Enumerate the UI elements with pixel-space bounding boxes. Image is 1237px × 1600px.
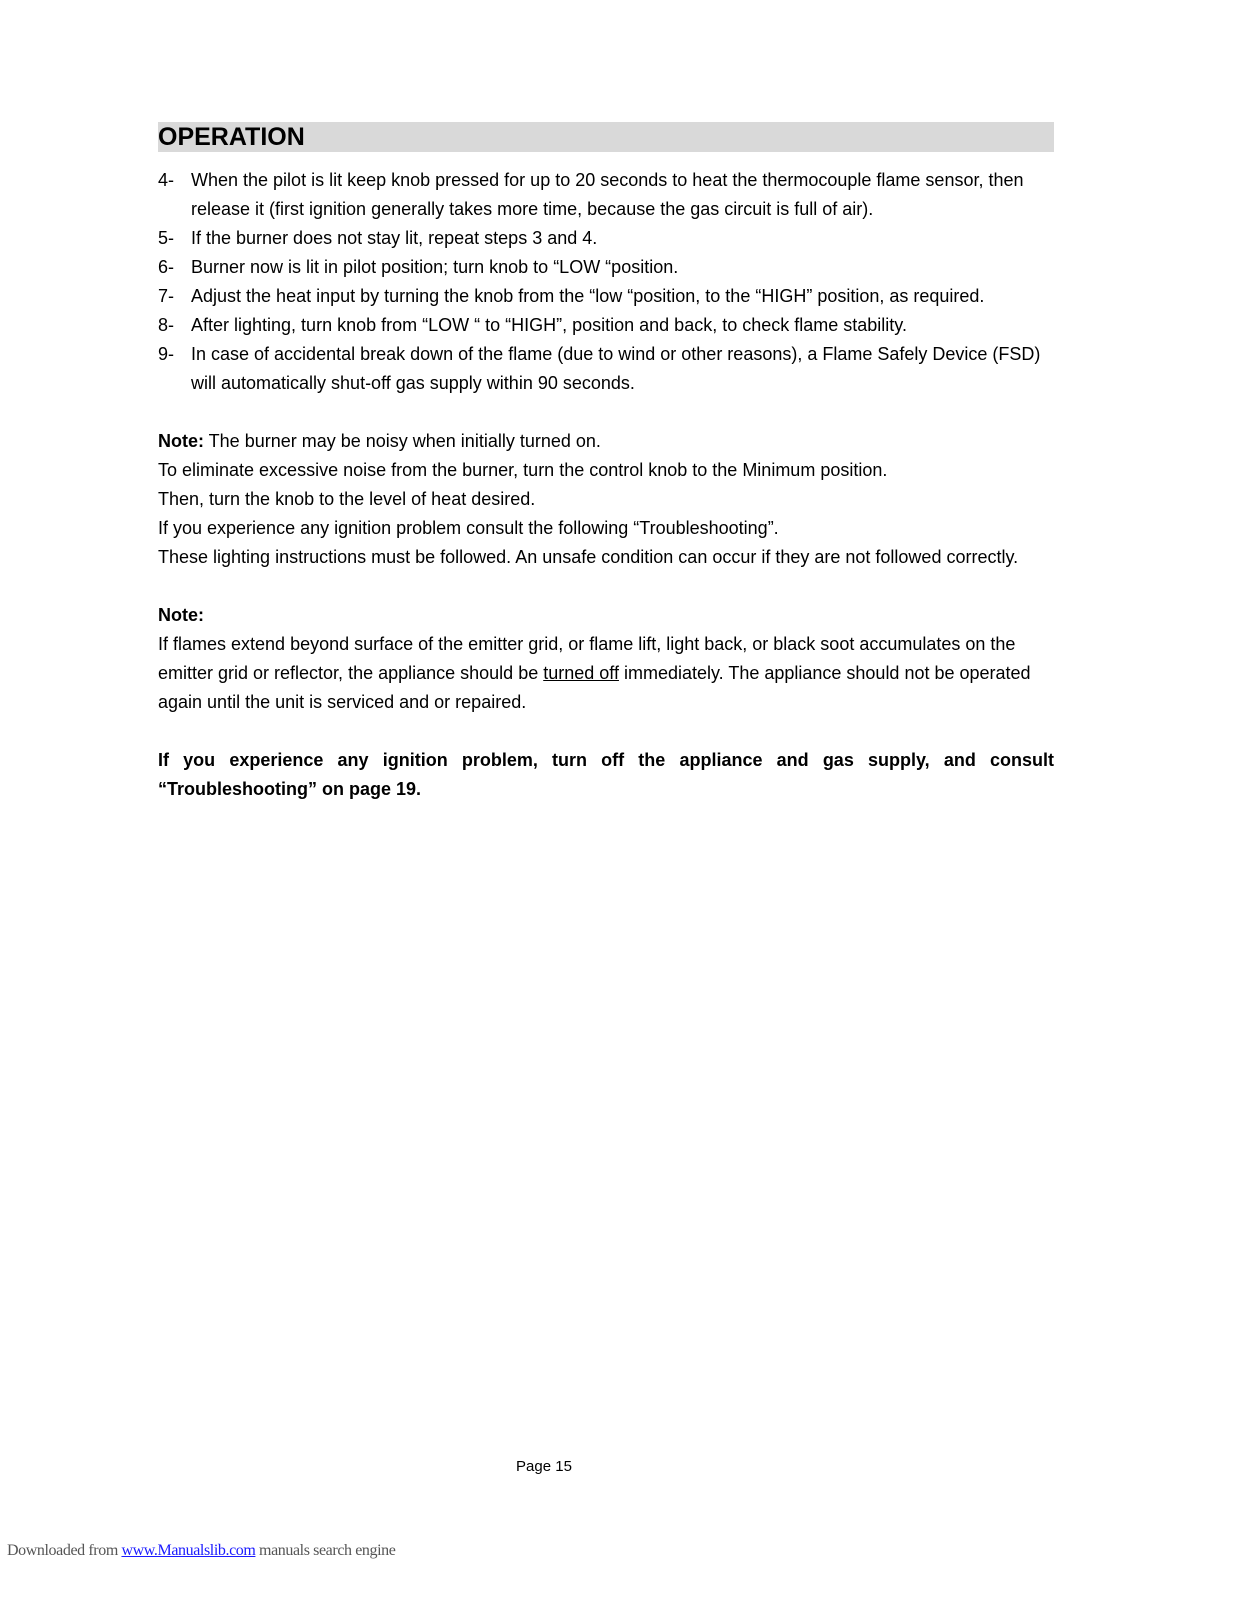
- note-line: These lighting instructions must be followed. An unsafe condition can occur if they are not followed correctly.: [158, 547, 1019, 567]
- step-text: In case of accidental break down of the flame (due to wind or other reasons), a Flame Safely Device (FSD) will automatically shut-off gas supply within 90 seconds.: [191, 344, 1041, 393]
- underlined-text: turned off: [543, 663, 619, 683]
- step-number: 8-: [158, 315, 175, 335]
- list-item: [158, 166, 1062, 224]
- steps-list: [158, 166, 1062, 398]
- note-text: The burner may be noisy when initially turned on.: [204, 431, 601, 451]
- footer-suffix: manuals search engine: [255, 1542, 396, 1559]
- download-footer: [7, 1541, 395, 1561]
- list-item: [158, 282, 1062, 311]
- section-header: [158, 122, 1054, 152]
- spacer: [158, 717, 1062, 746]
- spacer: [158, 398, 1062, 427]
- page-content: [158, 166, 1062, 804]
- list-item: [158, 311, 1062, 340]
- note-text: If flames extend beyond surface of the emitter grid, or flame lift, light back, or black soot accumulates on the emitter grid or reflector, the appliance should be: [158, 634, 1016, 683]
- note-noise-first-line: [158, 427, 1062, 456]
- note-label: Note:: [158, 431, 204, 451]
- note-label: Note:: [158, 605, 204, 625]
- step-text: When the pilot is lit keep knob pressed for up to 20 seconds to heat the thermocouple flame sensor, then release it (first ignition generally takes more time, because the gas circuit is full of air).: [191, 170, 1024, 219]
- list-item: [158, 224, 1062, 253]
- step-number: 9-: [158, 344, 175, 364]
- ignition-warning: If you experience any ignition problem, turn off the appliance and gas supply, and consult “Troubleshooting” on page 19.: [158, 750, 1054, 799]
- page-number: Page 15: [516, 1458, 572, 1475]
- step-number: 7-: [158, 286, 175, 306]
- note-line: Then, turn the knob to the level of heat desired.: [158, 489, 536, 509]
- step-text: Burner now is lit in pilot position; turn knob to “LOW “position.: [191, 257, 679, 277]
- list-item: [158, 253, 1062, 282]
- section-title: OPERATION: [158, 123, 305, 151]
- note-text: immediately. The appliance should not be operated again until the unit is serviced and or repaired.: [158, 663, 1031, 712]
- manualslib-link[interactable]: www.Manualslib.com: [121, 1542, 256, 1559]
- note-line: If you experience any ignition problem consult the following “Troubleshooting”.: [158, 518, 779, 538]
- note-line: To eliminate excessive noise from the burner, turn the control knob to the Minimum position.: [158, 460, 888, 480]
- step-number: 4-: [158, 170, 175, 190]
- step-number: 6-: [158, 257, 175, 277]
- spacer: [158, 572, 1062, 601]
- step-text: Adjust the heat input by turning the knob from the “low “position, to the “HIGH” position, as required.: [191, 286, 985, 306]
- step-number: 5-: [158, 228, 175, 248]
- footer-prefix: Downloaded from: [7, 1542, 122, 1559]
- note-flames-text: [158, 630, 1054, 717]
- step-text: If the burner does not stay lit, repeat steps 3 and 4.: [191, 228, 598, 248]
- list-item: [158, 340, 1062, 398]
- step-text: After lighting, turn knob from “LOW “ to “HIGH”, position and back, to check flame stability.: [191, 315, 907, 335]
- note-noise: [158, 427, 1062, 572]
- note-flames: [158, 601, 1054, 717]
